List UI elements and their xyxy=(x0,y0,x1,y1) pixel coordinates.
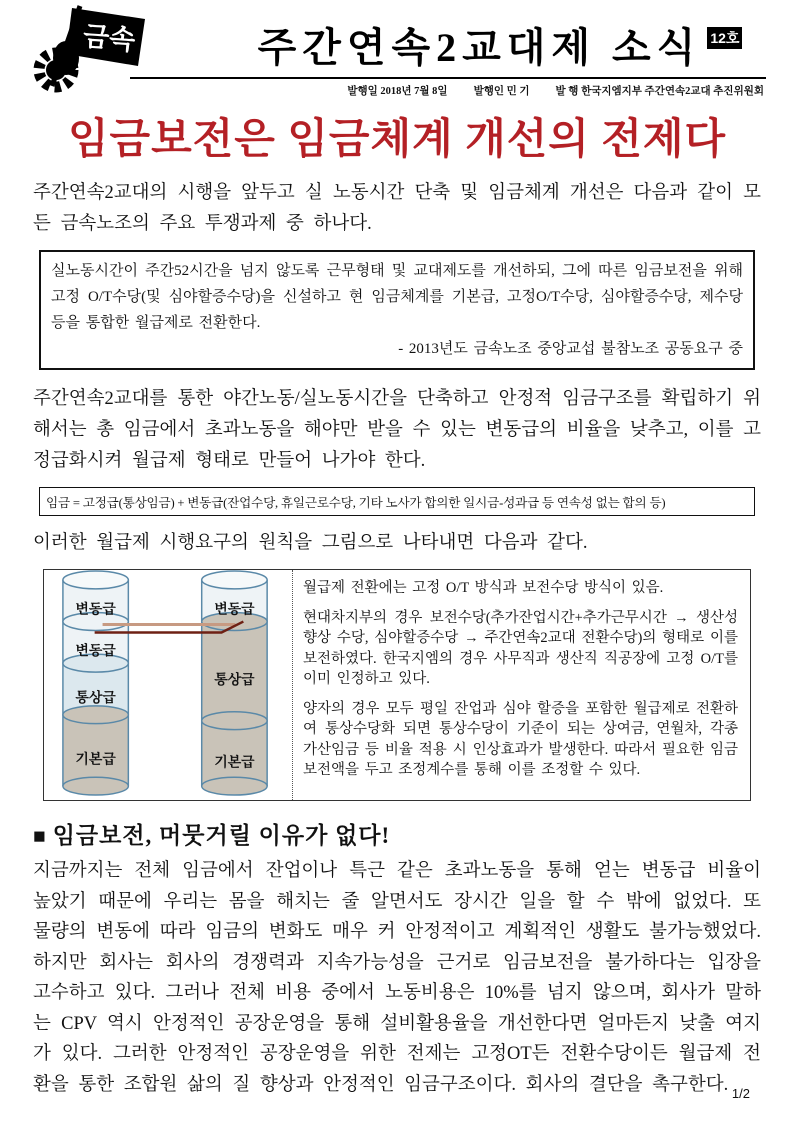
quote-attribution: - 2013년도 금속노조 중앙교섭 불참노조 공동요구 중 xyxy=(398,341,743,357)
section-heading xyxy=(33,817,761,850)
masthead xyxy=(0,0,794,100)
publication-info xyxy=(347,83,764,98)
wage-structure-figure xyxy=(43,569,751,801)
demand-quote-box xyxy=(39,250,755,370)
page-number: 1/2 xyxy=(731,1086,750,1101)
issue-badge: 12호 xyxy=(707,27,742,49)
wage-formula-box: 임금 = 고정급(통상임금) + 변동급(잔업수당, 휴일근로수당, 기타 노사가 합의한 일시금-성과급 등 연속성 없는 합의 등) xyxy=(39,487,755,516)
union-logo-icon xyxy=(26,4,148,96)
quote-body: 실노동시간이 주간52시간을 넘지 않도록 근무형태 및 교대제도를 개선하되, 그에 따른 임금보전을 위해 고정 O/T수당(및 심야할증수당)을 신설하고 현 임금체계를 기본급, 고정O/T수당, 심야할증수당, 제수당 등을 통합한 월급제로 전환한다. xyxy=(51,263,743,331)
caption-paragraph: 양자의 경우 모두 평일 잔업과 심야 할증을 포함한 월급제로 전환하여 통상수당화 되면 통상수당이 기준이 되는 상여금, 연월차, 각종 가산임금 등 비율 적용 시 인상효과가 발생한다. 따라서 필요한 임금보전액을 두고 조정계수를 통해 이를 조정할 수 있다. xyxy=(303,700,738,778)
publishing-org: 발 행 한국지엠지부 주간연속2교대 추진위원회 xyxy=(555,86,764,97)
cylinder-segment-label: 변동급 xyxy=(214,602,255,618)
publish-date: 발행일 2018년 7월 8일 xyxy=(347,86,448,97)
cylinder-segment-label: 기본급 xyxy=(75,752,116,768)
square-bullet-icon: ■ xyxy=(33,824,47,848)
section-heading-text: 임금보전, 머뭇거릴 이유가 없다! xyxy=(52,823,391,848)
figure-intro: 이러한 월급제 시행요구의 원칙을 그림으로 나타내면 다음과 같다. xyxy=(33,533,588,553)
cylinder-segment-label: 변동급 xyxy=(75,644,116,660)
page-content xyxy=(0,106,794,1100)
cylinder-segment-label: 통상급 xyxy=(75,690,116,706)
caption-paragraph: 현대차지부의 경우 보전수당(추가잔업시간+추가근무시간 → 생산성 향상 수당, 심야할증수당 → 주간연속2교대 전환수당)의 형태로 이를 보전하였다. 한국지엠의 경우 사무직과 생산직 직공장에 고정 O/T를 이미 인정하고 있다. xyxy=(303,609,738,687)
logo-text: 금속 xyxy=(81,21,137,56)
caption-paragraph: 월급제 전환에는 고정 O/T 방식과 보전수당 방식이 있음. xyxy=(303,580,664,596)
masthead-divider xyxy=(130,77,766,79)
headline: 임금보전은 임금체계 개선의 전제다 xyxy=(67,117,727,163)
paragraph-2: 주간연속2교대를 통한 야간노동/실노동시간을 단축하고 안정적 임금구조를 확립하기 위해서는 총 임금에서 초과노동을 해야만 받을 수 있는 변동급의 비율을 낮추고, 이를 고정급화시켜 월급제 형태로 만들어 나가야 한다. xyxy=(33,389,761,471)
publisher: 발행인 민 기 xyxy=(473,86,530,97)
intro-paragraph: 주간연속2교대의 시행을 앞두고 실 노동시간 단축 및 임금체계 개선은 다음과 같이 모든 금속노조의 주요 투쟁과제 중 하나다. xyxy=(33,183,761,234)
cylinder-segment-label: 변동급 xyxy=(75,602,116,618)
figure-caption xyxy=(292,570,750,800)
cylinder-segment-label: 기본급 xyxy=(214,755,255,771)
section-body: 지금까지는 전체 임금에서 잔업이나 특근 같은 초과노동을 통해 얻는 변동급 비율이 높았기 때문에 우리는 몸을 해치는 줄 알면서도 장시간 일을 할 수 밖에 없었다. 또 물량의 변동에 따라 임금의 변화도 매우 커 안정적이고 계획적인 생활도 불가능했었다. 하지만 회사는 회사의 경쟁력과 지속가능성을 근거로 임금보전을 불가하다는 입장을 고수하고 있다. 그러나 전체 비용 중에서 노동비용은 10%를 넘지 않으며, 회사가 말하는 CPV 역시 안정적인 공장운영을 통해 설비활용율을 개선한다면 얼마든지 낮출 여지가 있다. 그러한 안정적인 공장운영을 위한 전제는 고정OT든 전환수당이든 월급제 전환을 통한 조합원 삶의 질 향상과 안정적인 임금구조이다. 회사의 결단을 촉구한다. xyxy=(33,861,761,1095)
newsletter-title: 주간연속2교대제 소식 xyxy=(257,25,702,70)
cylinder-diagram xyxy=(44,570,292,800)
cylinder-segment-label: 통상급 xyxy=(214,673,255,689)
